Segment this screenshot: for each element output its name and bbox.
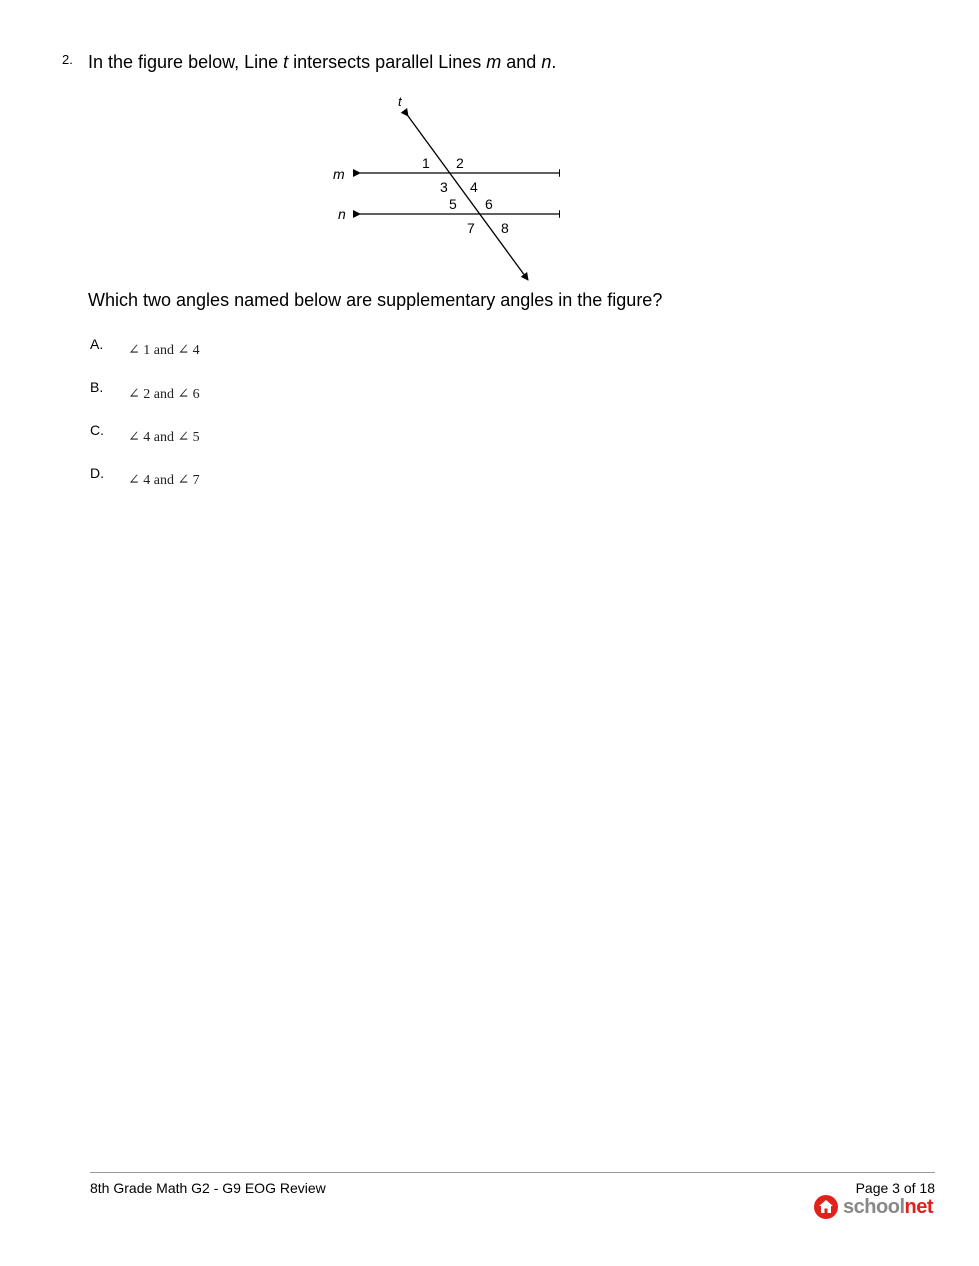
choice-d-letter[interactable]: D. <box>90 465 104 481</box>
choice-d-text[interactable]: ∠ 4 and ∠ 7 <box>128 473 200 488</box>
angle-3: 3 <box>440 179 448 195</box>
choice-b-text[interactable]: ∠ 2 and ∠ 6 <box>128 387 200 402</box>
question-prompt: Which two angles named below are supplementary angles in the figure? <box>88 290 663 310</box>
angle-4: 4 <box>470 179 478 195</box>
angle-6: 6 <box>485 196 493 212</box>
logo-wordmark-school: school <box>843 1195 905 1218</box>
schoolnet-house-icon <box>813 1194 839 1220</box>
schoolnet-logo <box>813 1194 933 1220</box>
stem-var-n: n <box>541 52 552 72</box>
stem-var-m: m <box>486 52 502 72</box>
angle-1: 1 <box>422 155 430 171</box>
angle-8: 8 <box>501 220 509 236</box>
transversal-figure <box>320 88 560 288</box>
footer-divider <box>90 1172 935 1173</box>
label-n: n <box>338 206 346 222</box>
angle-5: 5 <box>449 196 457 212</box>
footer-title: 8th Grade Math G2 - G9 EOG Review <box>90 1180 326 1196</box>
label-m: m <box>333 166 345 182</box>
label-t: t <box>398 94 402 109</box>
angle-7: 7 <box>467 220 475 236</box>
logo-wordmark <box>843 1196 933 1219</box>
stem-text-3: and <box>501 52 542 72</box>
choice-b-letter[interactable]: B. <box>90 379 104 395</box>
stem-text-2: intersects parallel Lines <box>288 52 487 72</box>
choice-c-text[interactable]: ∠ 4 and ∠ 5 <box>128 430 200 445</box>
question-stem <box>88 52 556 73</box>
line-t <box>408 116 528 280</box>
choice-c-letter[interactable]: C. <box>90 422 104 438</box>
angle-2: 2 <box>456 155 464 171</box>
stem-var-t: t <box>283 52 289 72</box>
logo-wordmark-net: net <box>904 1195 933 1218</box>
choice-a-letter[interactable]: A. <box>90 336 104 352</box>
question-number: 2. <box>62 52 73 67</box>
stem-text-4: . <box>551 52 557 72</box>
choice-a-text[interactable]: ∠ 1 and ∠ 4 <box>128 343 200 358</box>
stem-text-1: In the figure below, Line <box>88 52 284 72</box>
page-number: Page 3 of 18 <box>855 1180 935 1196</box>
